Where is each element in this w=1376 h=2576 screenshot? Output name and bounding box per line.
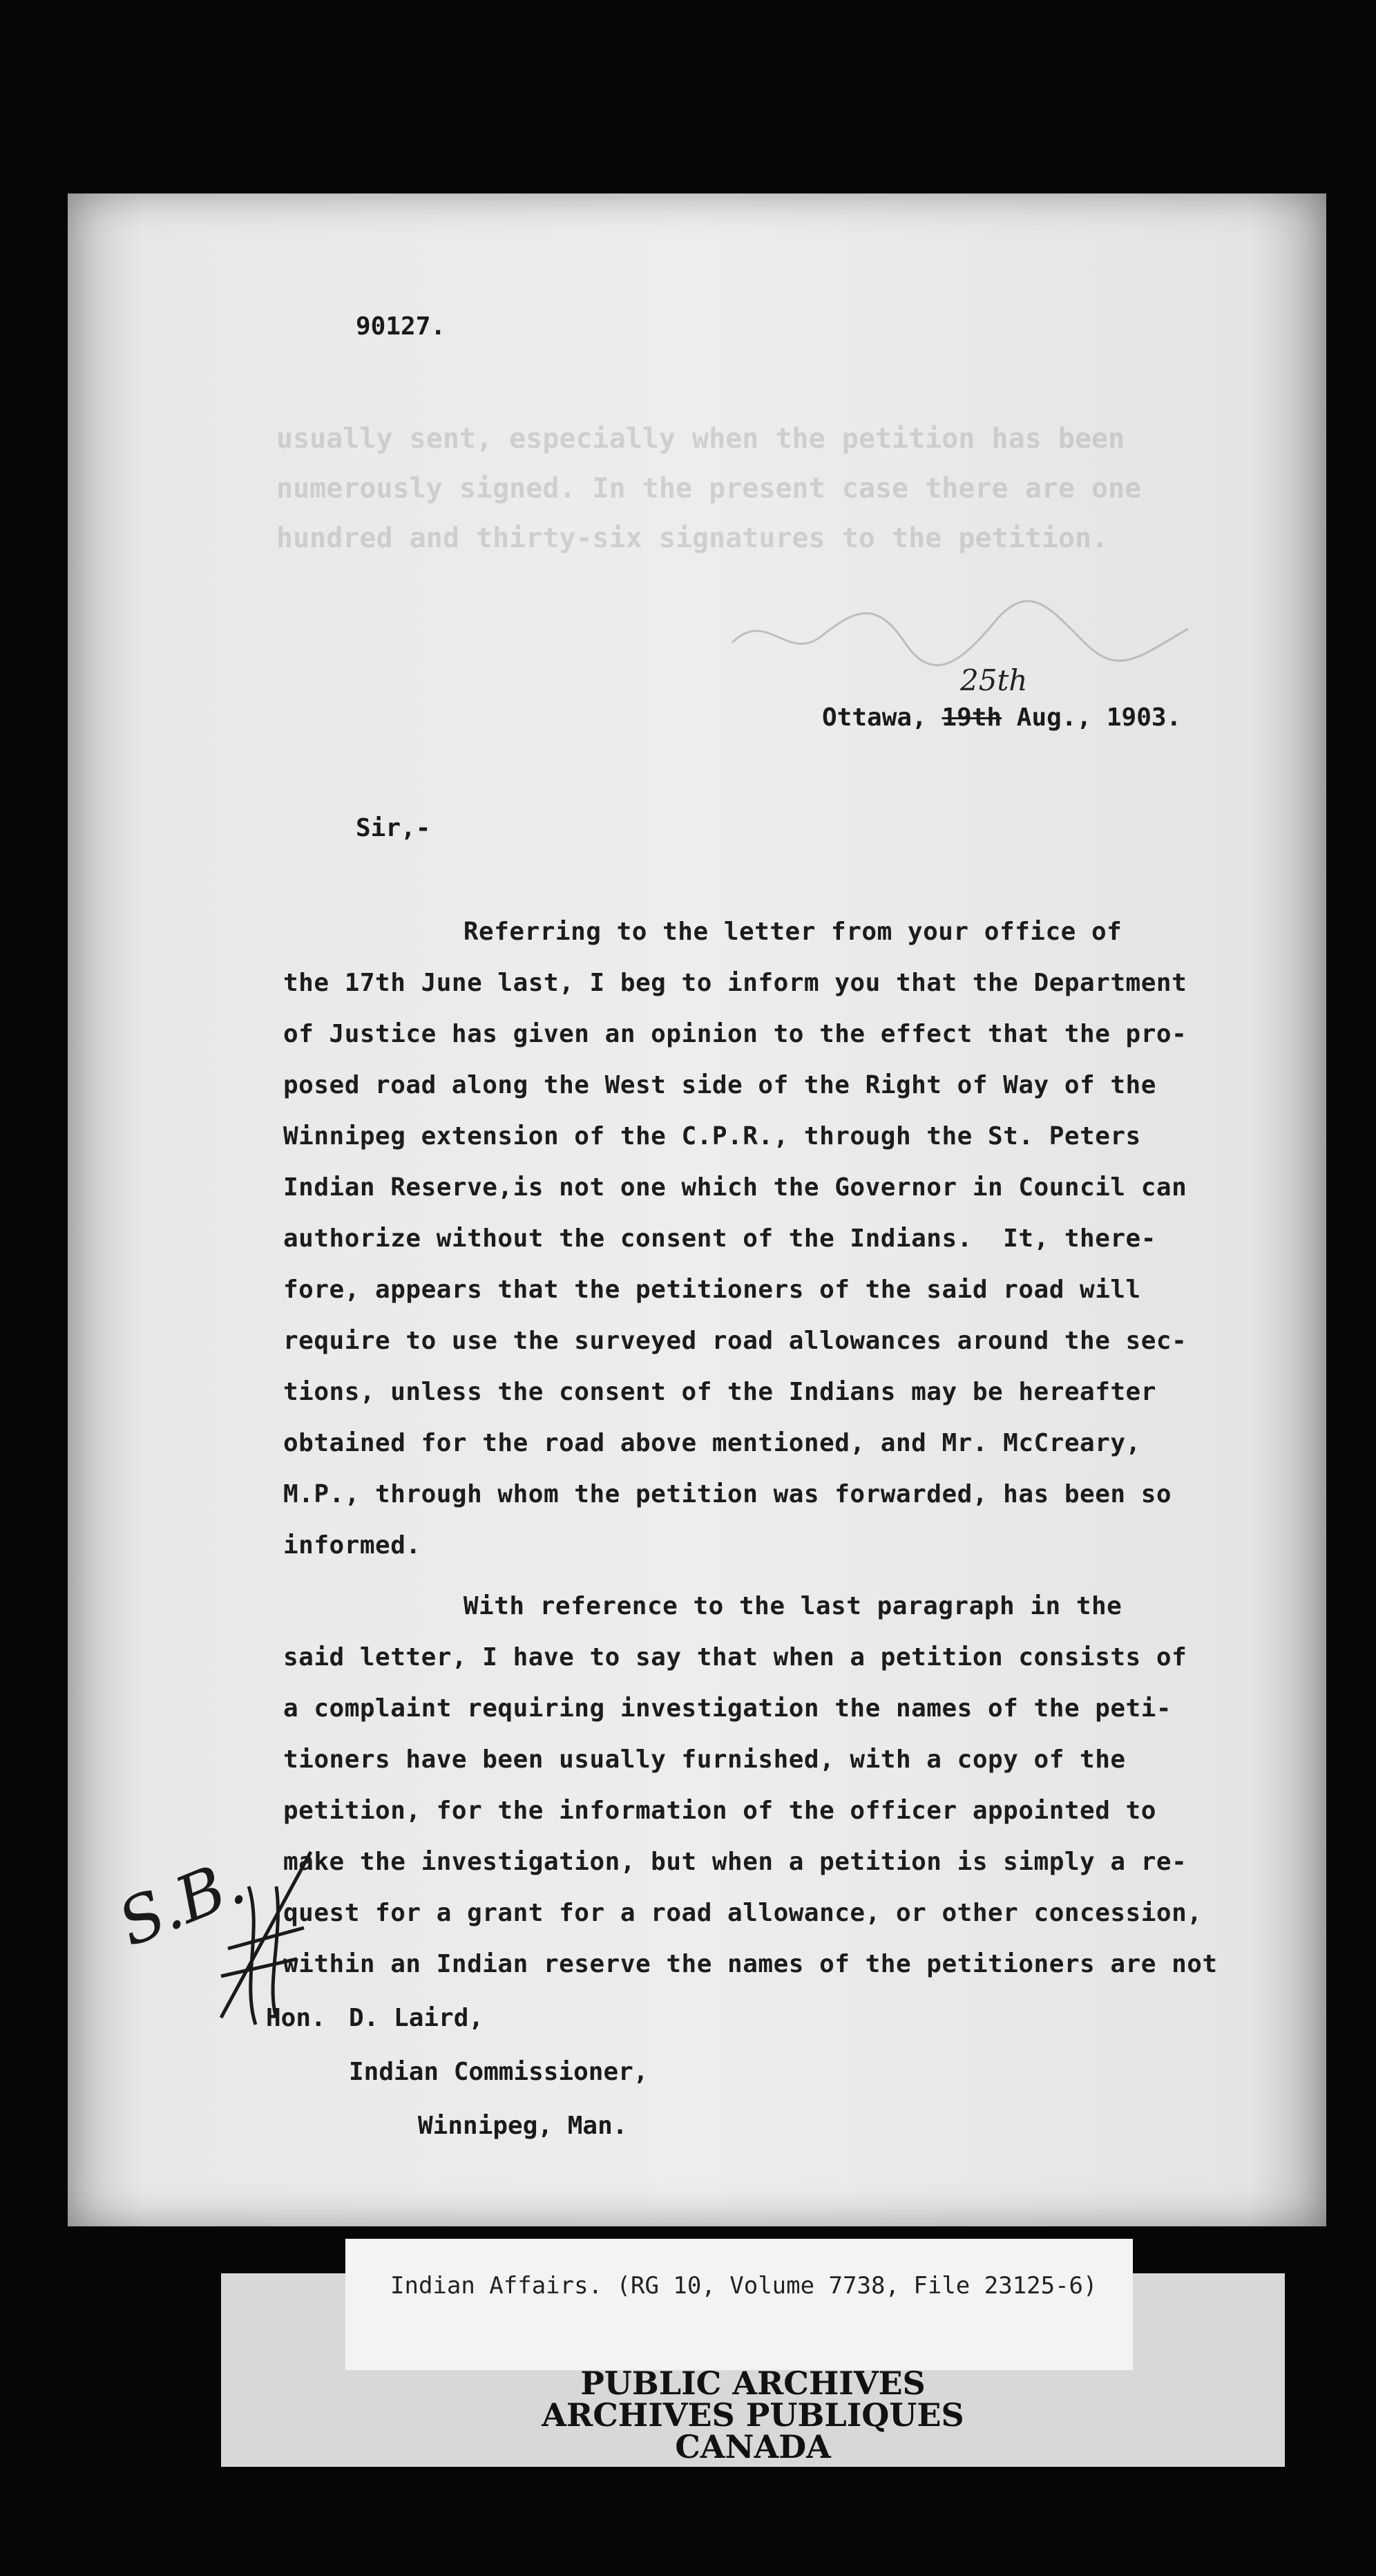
body-line: posed road along the West side of the Right of Way of the [283, 1071, 1156, 1099]
body-line: make the investigation, but when a petition is simply a re- [283, 1848, 1187, 1876]
addressee-name: D. Laird, [349, 2004, 484, 2032]
body-line: the 17th June last, I beg to inform you that the Department [283, 969, 1187, 997]
show-through-line: numerously signed. In the present case there are one [276, 473, 1142, 504]
body-line: petition, for the information of the officer appointed to [283, 1797, 1156, 1825]
show-through-line: usually sent, especially when the petition has been [276, 423, 1125, 455]
body-line: of Justice has given an opinion to the effect that the pro- [283, 1020, 1187, 1048]
body-line: Referring to the letter from your office of [387, 918, 1122, 946]
archive-reference-text: Indian Affairs. (RG 10, Volume 7738, File 23125-6) [390, 2272, 1098, 2300]
body-line: require to use the surveyed road allowances around the sec- [283, 1327, 1187, 1355]
salutation: Sir,- [356, 814, 431, 842]
body-line: within an Indian reserve the names of the petitioners are not [283, 1950, 1218, 1978]
body-line: With reference to the last paragraph in the [387, 1592, 1122, 1620]
addressee-location: Winnipeg, Man. [418, 2112, 628, 2140]
archive-reference-label [345, 2239, 1133, 2370]
body-line: Winnipeg extension of the C.P.R., through the St. Peters [283, 1122, 1141, 1150]
stamp-line-1: PUBLIC ARCHIVES [580, 2365, 926, 2402]
body-line: quest for a grant for a road allowance, or other concession, [283, 1899, 1203, 1927]
body-line: authorize without the consent of the Indians. It, there- [283, 1224, 1156, 1253]
body-line: Indian Reserve,is not one which the Governor in Council can [283, 1173, 1187, 1202]
body-line: tioners have been usually furnished, with a copy of the [283, 1745, 1126, 1774]
archive-stamp [221, 2367, 1285, 2463]
stamp-line-3: CANADA [675, 2428, 831, 2465]
body-line: M.P., through whom the petition was forwarded, has been so [283, 1480, 1172, 1508]
date-line [822, 703, 1181, 732]
body-line: a complaint requiring investigation the names of the peti- [283, 1694, 1172, 1723]
addressee-title: Indian Commissioner, [349, 2058, 649, 2086]
file-number: 90127. [356, 312, 446, 341]
stamp-line-2: ARCHIVES PUBLIQUES [542, 2396, 964, 2434]
date-rest: Aug., 1903. [1016, 703, 1182, 732]
date-place: Ottawa, [822, 703, 927, 732]
body-line: said letter, I have to say that when a petition consists of [283, 1643, 1187, 1671]
date-handwritten-insert: 25th [960, 663, 1028, 697]
addressee-honorific: Hon. [266, 2004, 326, 2032]
date-struck: 19th [942, 703, 1002, 732]
show-through-line: hundred and thirty-six signatures to the petition. [276, 522, 1109, 554]
body-line: fore, appears that the petitioners of the said road will [283, 1276, 1141, 1304]
body-line: tions, unless the consent of the Indians may be hereafter [283, 1378, 1156, 1406]
body-line: obtained for the road above mentioned, and Mr. McCreary, [283, 1429, 1141, 1457]
body-line: informed. [283, 1531, 421, 1560]
handwritten-initials: S.B. [108, 1844, 256, 1961]
